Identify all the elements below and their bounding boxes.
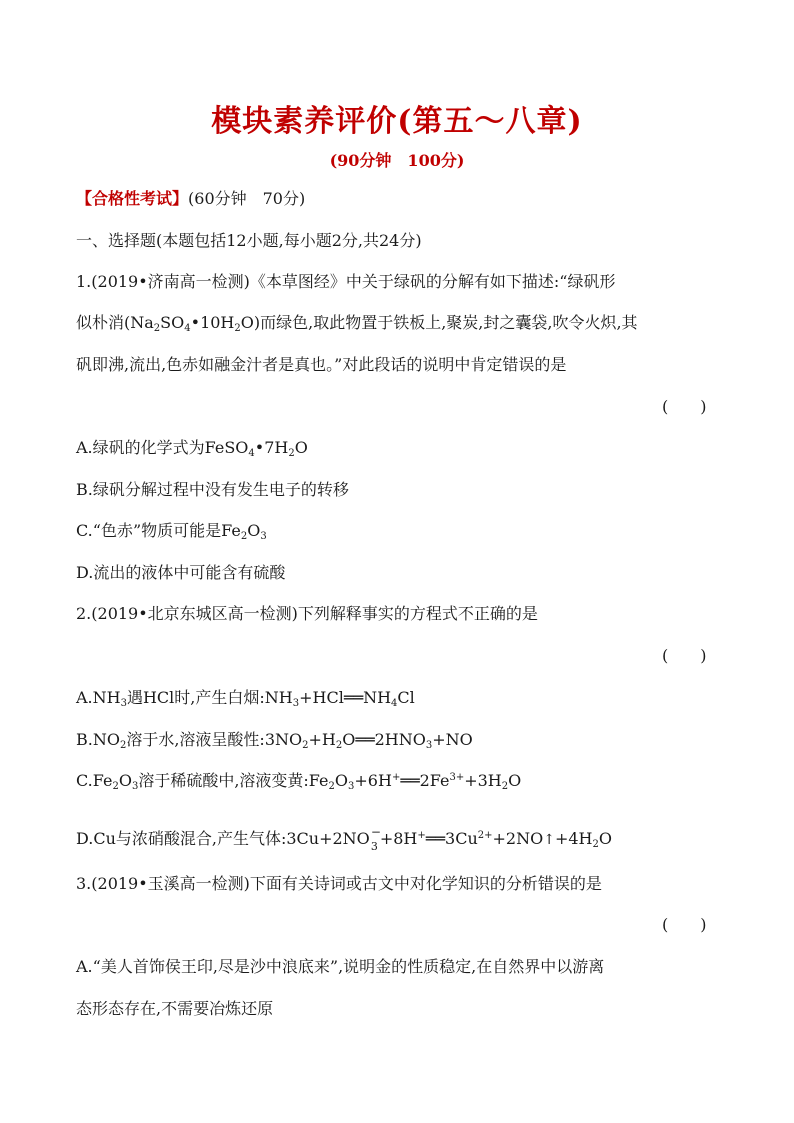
equals-sign: ══ [400, 771, 420, 790]
page-title: 模块素养评价(第五～八章) [211, 104, 583, 139]
q3-stem: 3.(2019•玉溪高一检测)下面有关诗词或古文中对化学知识的分析错误的是 [76, 874, 602, 893]
equals-sign: ══ [343, 688, 364, 707]
q1-stem-line2: 似朴消$(Na_2SO_4•10H_2O)$而绿色,取此物置于铁板上,聚炭,封之囊袋,吹令火炽,其 [76, 313, 638, 334]
q2-answer-blank: ( ) [662, 646, 707, 665]
q1-option-b: B.绿矾分解过程中没有发生电子的转移 [76, 480, 349, 499]
section-heading: 一、选择题(本题包括12小题,每小题2分,共24分) [76, 231, 422, 250]
equals-sign: ══ [355, 730, 375, 749]
page-subtitle: (90分钟 100分) [329, 151, 465, 170]
q3-option-a-line2: 态形态存在,不需要冶炼还原 [76, 999, 274, 1018]
up-arrow-icon: ↑ [543, 832, 555, 848]
q2-option-d: D.Cu与浓硝酸混合,产生气体:3Cu+2NO − 3 $+8H^+══3Cu^{2+}+2NO↑+4H_2O$ [76, 825, 612, 853]
q3-option-a-line1: A.“美人首饰侯王印,尽是沙中浪底来”,说明金的性质稳定,在自然界中以游离 [76, 957, 605, 976]
q1-option-c: C.“色赤”物质可能是$Fe_2O_3$ [76, 521, 267, 542]
q2-option-b: $B.NO_2$溶于水,溶液呈酸性$:3NO_2+H_2O══2HNO_3+NO$ [76, 730, 473, 751]
q3-answer-blank: ( ) [662, 915, 707, 934]
section-tag-info: (60分钟 70分) [188, 189, 306, 208]
equals-sign: ══ [425, 829, 446, 848]
q1-option-a: A.绿矾的化学式为$FeSO_4•7H_2O$ [76, 438, 308, 459]
q2-option-a: $A.NH_3$遇HCl时,产生白烟$:NH_3+HCl══NH_4Cl$ [76, 688, 415, 709]
section-tag: 【合格性考试】 [76, 189, 189, 208]
q2-option-c: $C.Fe_2O_3$溶于稀硫酸中,溶液变黄$:Fe_2O_3+6H^+══2Fe^{3+}+3H_2O$ [76, 771, 522, 792]
q1-option-d: D.流出的液体中可能含有硫酸 [76, 563, 286, 582]
q1-stem-line3: 矾即沸,流出,色赤如融金汁者是真也。”对此段话的说明中肯定错误的是 [76, 355, 567, 374]
q2-stem: 2.(2019•北京东城区高一检测)下列解释事实的方程式不正确的是 [76, 604, 538, 623]
q1-answer-blank: ( ) [662, 397, 707, 416]
section-header [76, 188, 726, 210]
q1-stem-line1: 1.(2019•济南高一检测)《本草图经》中关于绿矾的分解有如下描述:“绿矾形 [76, 272, 616, 291]
